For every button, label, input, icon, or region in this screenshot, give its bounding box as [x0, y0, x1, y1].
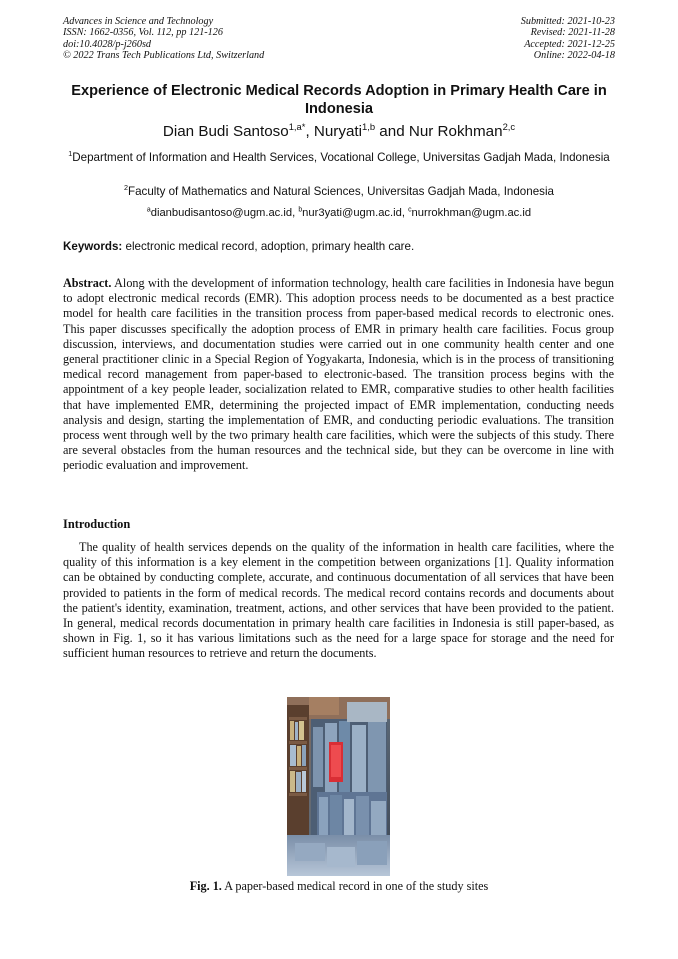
email-c[interactable]: nurrokhman@ugm.ac.id — [411, 207, 532, 219]
submitted-date: Submitted: 2021-10-23 — [520, 16, 615, 27]
introduction-paragraph: The quality of health services depends on the quality of the information in health care facilities, where the quality of this information is a key element in the competition between organizations [1]. Quality information can be obtained by conducting complete, accurate, and continuous documentation of all services that have been provided to patients in the form of medical records. The medical record contains records and documents about the patient's identity, examination, treatment, actions, and other services that have been provided to the patient. In general, medical records documentation in primary health care facilities in Indonesia is still paper-based, as shown in Fig. 1, so it has various limitations such as the need for a large space for storage and the need for sufficient human resources to retrieve and return the documents. — [63, 540, 614, 661]
email-c-marker: c — [408, 206, 412, 214]
medical-records-shelf-image — [287, 697, 390, 876]
author-2-affiliation: 1,b — [362, 120, 376, 132]
figure-label: Fig. 1. — [189, 879, 222, 893]
author-separator: and — [375, 123, 409, 140]
affiliation-1-marker: 1 — [68, 149, 73, 159]
paper-title: Experience of Electronic Medical Records Adoption in Primary Health Care in Indonesia — [71, 83, 607, 117]
author-2: Nuryati — [313, 123, 362, 140]
keywords-text: electronic medical record, adoption, primary health care. — [122, 240, 415, 253]
author-3: Nur Rokhman — [408, 123, 503, 140]
author-1: Dian Budi Santoso — [162, 123, 289, 140]
journal-name: Advances in Science and Technology — [63, 16, 214, 27]
author-separator: , — [305, 123, 314, 140]
affiliation-1-text: Department of Information and Health Services, Vocational College, Universitas Gadjah Mada, Indonesia — [72, 151, 610, 164]
figure-caption-text: A paper-based medical record in one of the study sites — [221, 879, 489, 893]
journal-info — [63, 16, 264, 61]
affiliation-2-marker: 2 — [124, 183, 129, 193]
email-b-marker: b — [298, 206, 303, 214]
submission-dates — [521, 16, 615, 61]
journal-doi[interactable]: doi:10.4028/p-j260sd — [63, 38, 152, 50]
email-a-marker: a — [146, 206, 151, 214]
author-emails — [63, 206, 615, 221]
section-heading-introduction: Introduction — [63, 517, 131, 531]
author-3-affiliation: 2,c — [502, 120, 516, 132]
author-1-affiliation: 1,a* — [288, 120, 306, 132]
abstract — [63, 276, 614, 474]
journal-issn: ISSN: 1662-0356, Vol. 112, pp 121-126 — [63, 27, 223, 39]
keywords-label: Keywords: — [63, 240, 123, 253]
email-b[interactable]: nur3yati@ugm.ac.id, — [302, 207, 409, 219]
journal-copyright: © 2022 Trans Tech Publications Ltd, Switzerland — [63, 49, 265, 61]
affiliation-2 — [63, 185, 615, 200]
accepted-date: Accepted: 2021-12-25 — [524, 38, 615, 50]
author-list — [63, 120, 615, 141]
email-a[interactable]: dianbudisantoso@ugm.ac.id, — [150, 207, 299, 219]
figure-1-caption — [63, 879, 615, 894]
abstract-label: Abstract. — [63, 276, 112, 290]
affiliation-2-text: Faculty of Mathematics and Natural Sciences, Universitas Gadjah Mada, Indonesia — [128, 185, 554, 198]
figure-1-photo — [287, 697, 390, 876]
affiliation-1 — [63, 151, 615, 166]
revised-date: Revised: 2021-11-28 — [530, 27, 615, 39]
online-date: Online: 2022-04-18 — [533, 49, 615, 61]
keywords — [63, 240, 615, 254]
abstract-text: Along with the development of information technology, health care facilities in Indonesia have begun to adopt electronic medical records (EMR). This adoption process needs to be documented as a best practice model for health care facilities in the transition process from paper-based medical records to electronic ones. This paper discusses specifically the adoption process of EMR in primary health care facilities. Focus group discussion, interviews, and documentation studies were carried out in one community health center and one general practitioner clinic in a Special Region of Yogyakarta, Indonesia, which is in the process of transitioning medical record management from paper-based to electronic-based. The transition process begins with the appointment of a key people leader, socialization related to EMR, comparative studies to other health facilities that have implemented EMR, determining the projected impact of EMR implementation, conducting needs analysis and design, starting the implementation of EMR, and conducting periodic evaluations. The transition process went through well by the two primary health care facilities, which were the subjects of this study. There are several obstacles from the human resources and the technical side, but they can be overcome in line with periodic evaluation and improvement. — [63, 276, 614, 473]
